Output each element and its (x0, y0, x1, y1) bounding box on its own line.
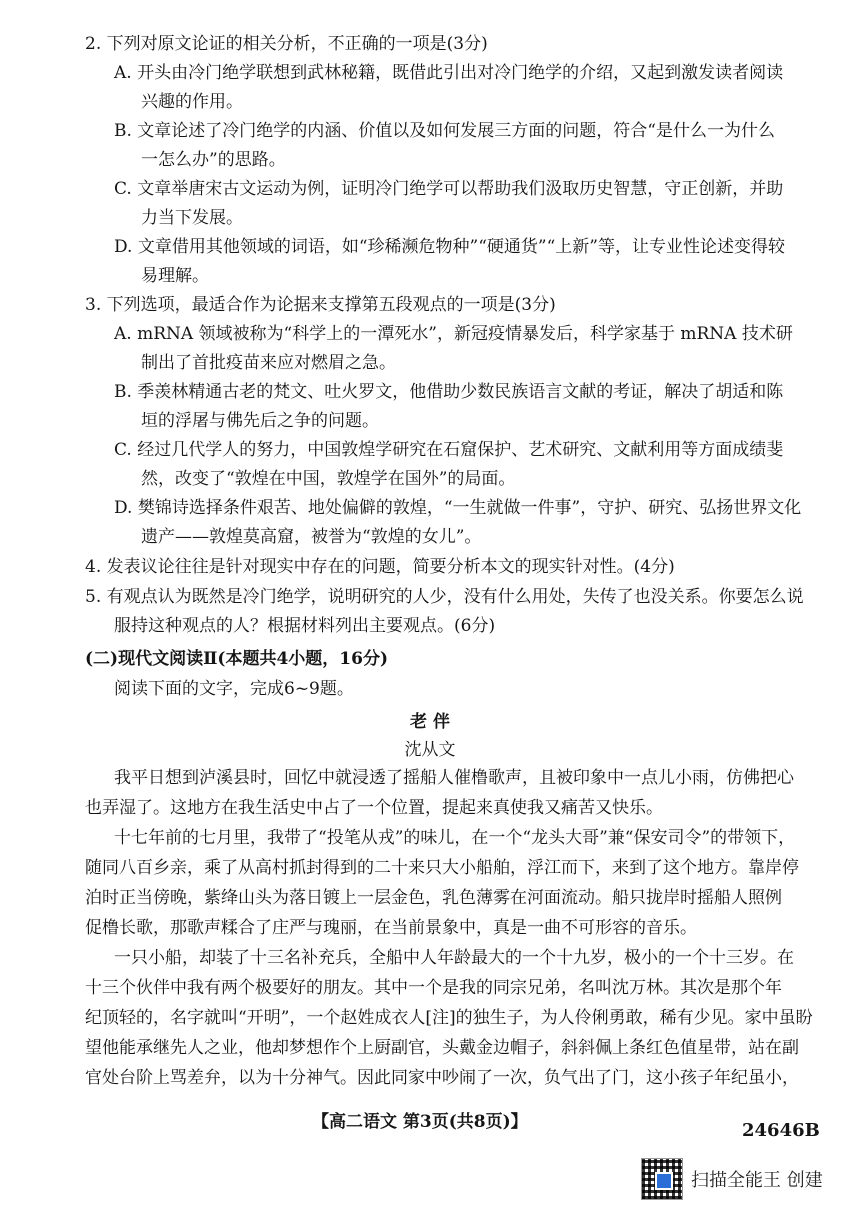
q3-option-b-line1: B. 季羡林精通古老的梵文、吐火罗文，他借助少数民族语言文献的考证，解决了胡适和陈 (114, 382, 784, 402)
article-paragraph-3-line1: 一只小船，却装了十三名补充兵，全船中人年龄最大的一个十九岁，极小的一个十三岁。在 (114, 948, 794, 968)
q3-option-a-line2: 制出了首批疫苗来应对燃眉之急。 (141, 353, 396, 373)
q2-option-a-line1: A. 开头由冷门绝学联想到武林秘籍，既借此引出对冷门绝学的介绍，又起到激发读者阅读 (114, 63, 784, 83)
q3-option-a-line1: A. mRNA 领域被称为“科学上的一潭死水”，新冠疫情暴发后，科学家基于 mRNA 技术研 (114, 324, 793, 344)
q3-option-c-line1: C. 经过几代学人的努力，中国敦煌学研究在石窟保护、艺术研究、文献利用等方面成绩斐 (114, 440, 784, 460)
q2-option-c-line1: C. 文章举唐宋古文运动为例，证明冷门绝学可以帮助我们汲取历史智慧，守正创新，并助 (114, 179, 784, 199)
article-paragraph-2-line1: 十七年前的七月里，我带了“投笔从戎”的味儿，在一个“龙头大哥”兼“保安司令”的带领下， (114, 828, 796, 848)
watermark-text: 扫描全能王 创建 (691, 1170, 823, 1191)
article-paragraph-3-line3: 纪顶轻的，名字就叫“开明”，一个赵姓成衣人[注]的独生子，为人伶俐勇敢，稀有少见。家中虽盼 (85, 1008, 813, 1028)
section-heading: (二)现代文阅读Ⅱ(本题共4小题，16分) (85, 649, 388, 669)
q5-stem-line2: 服持这种观点的人？根据材料列出主要观点。(6分) (114, 616, 496, 636)
article-paragraph-1-line2: 也弄湿了。这地方在我生活史中占了一个位置，提起来真使我又痛苦又快乐。 (85, 798, 663, 818)
exam-code: 24646B (742, 1120, 820, 1141)
q3-option-c-line2: 然，改变了“敦煌在中国，敦煌学在国外”的局面。 (141, 469, 516, 489)
q2-option-b-line2: 一怎么办”的思路。 (141, 150, 286, 170)
q2-option-c-line2: 力当下发展。 (141, 208, 243, 228)
article-paragraph-1-line1: 我平日想到泸溪县时，回忆中就浸透了摇船人催橹歌声，且被印象中一点儿小雨，仿佛把心 (114, 768, 794, 788)
q2-stem: 2. 下列对原文论证的相关分析，不正确的一项是(3分) (85, 34, 488, 54)
scanner-watermark (641, 1158, 823, 1200)
article-paragraph-3-line2: 十三个伙伴中我有两个极要好的朋友。其中一个是我的同宗兄弟，名叫沈万林。其次是那个年 (85, 978, 782, 998)
article-paragraph-3-line5: 官处台阶上骂差弁，以为十分神气。因此同家中吵闹了一次，负气出了门，这小孩子年纪虽小， (85, 1068, 799, 1088)
article-paragraph-2-line4: 促橹长歌，那歌声糅合了庄严与瑰丽，在当前景象中，真是一曲不可形容的音乐。 (85, 918, 697, 938)
q2-option-a-line2: 兴趣的作用。 (141, 92, 243, 112)
q3-option-d-line2: 遗产——敦煌莫高窟，被誉为“敦煌的女儿”。 (141, 527, 482, 547)
q5-stem-line1: 5. 有观点认为既然是冷门绝学，说明研究的人少，没有什么用处，失传了也没关系。你要怎么说 (85, 587, 804, 607)
article-paragraph-2-line2: 随同八百乡亲，乘了从高村抓封得到的二十来只大小船舶，浮江而下，来到了这个地方。靠岸停 (85, 858, 799, 878)
q2-option-d-line2: 易理解。 (141, 266, 209, 286)
q3-option-b-line2: 垣的浮屠与佛先后之争的问题。 (141, 411, 379, 431)
article-paragraph-3-line4: 望他能承继先人之业，他却梦想作个上厨副官，头戴金边帽子，斜斜佩上条红色值星带，站在副 (85, 1038, 799, 1058)
article-author: 沈从文 (404, 740, 456, 760)
article-title: 老 伴 (410, 712, 450, 732)
q2-option-b-line1: B. 文章论述了冷门绝学的内涵、价值以及如何发展三方面的问题，符合“是什么一为什么 (114, 121, 775, 141)
section-instruction: 阅读下面的文字，完成6~9题。 (114, 679, 354, 699)
article-paragraph-2-line3: 泊时正当傍晚，紫绛山头为落日镀上一层金色，乳色薄雾在河面流动。船只拢岸时摇船人照例 (85, 888, 782, 908)
page-footer-label: 【高二语文 第3页(共8页)】 (312, 1112, 528, 1132)
q4-stem: 4. 发表议论往往是针对现实中存在的问题，简要分析本文的现实针对性。(4分) (85, 557, 675, 577)
qr-code-icon (641, 1158, 683, 1200)
q3-stem: 3. 下列选项，最适合作为论据来支撑第五段观点的一项是(3分) (85, 295, 556, 315)
q2-option-d-line1: D. 文章借用其他领域的词语，如“珍稀濒危物种”“硬通货”“上新”等，让专业性论述变得较 (114, 237, 785, 257)
q3-option-d-line1: D. 樊锦诗选择条件艰苦、地处偏僻的敦煌，“一生就做一件事”，守护、研究、弘扬世界文化 (114, 498, 802, 518)
